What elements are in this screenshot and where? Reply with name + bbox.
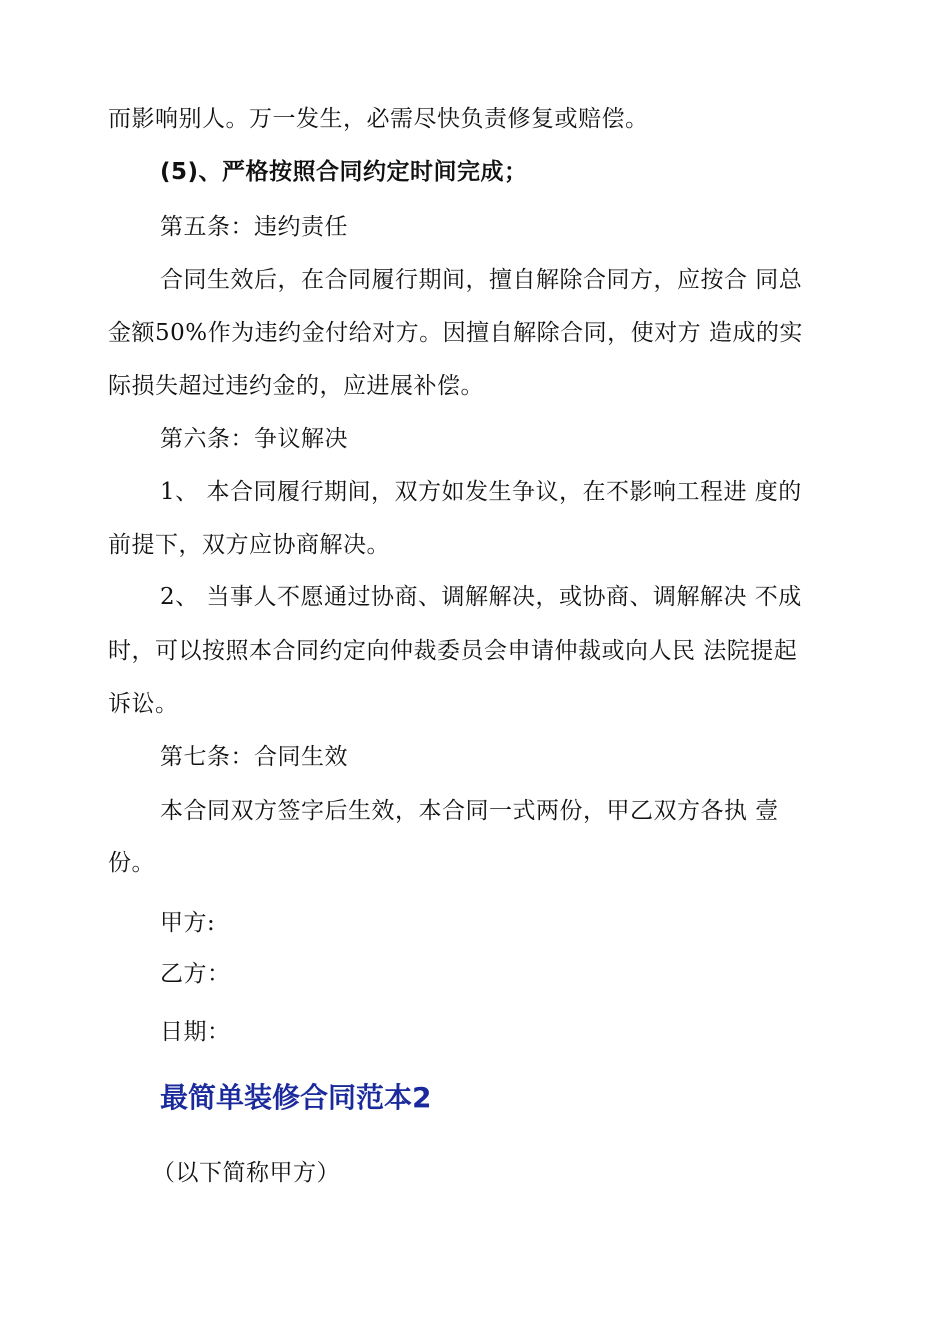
text-line: 前提下，双方应协商解决。 (108, 532, 390, 558)
text-line: 时，可以按照本合同约定向仲裁委员会申请仲裁或向人民 法院提起 (108, 638, 798, 664)
article-title-6: 第六条：争议解决 (160, 426, 348, 452)
text-line: 诉讼。 (108, 691, 179, 717)
text-line: 本合同双方签字后生效，本合同一式两份，甲乙双方各执 壹 (160, 798, 779, 824)
text-line: 而影响别人。万一发生，必需尽快负责修复或赔偿。 (108, 106, 649, 132)
article-title-7: 第七条：合同生效 (160, 744, 348, 770)
clause-item-5: (5)、严格按照合同约定时间完成； (160, 159, 528, 185)
article-title-5: 第五条：违约责任 (160, 214, 348, 240)
subline: （以下简称甲方） (152, 1160, 340, 1186)
text-line: 金额50%作为违约金付给对方。因擅自解除合同，使对方 造成的实 (108, 320, 803, 346)
text-line: 2、 当事人不愿通过协商、调解解决，或协商、调解解决 不成 (160, 584, 802, 610)
text-line: 合同生效后，在合同履行期间，擅自解除合同方，应按合 同总 (160, 267, 803, 293)
text-line: 1、 本合同履行期间，双方如发生争议，在不影响工程进 度的 (160, 479, 802, 505)
section-heading: 最简单装修合同范本2 (160, 1081, 432, 1114)
party-b-label: 乙方： (160, 961, 231, 987)
text-line: 份。 (108, 850, 155, 876)
party-a-label: 甲方: (160, 910, 216, 936)
text-line: 际损失超过违约金的，应进展补偿。 (108, 373, 484, 399)
date-label: 日期： (160, 1019, 231, 1045)
